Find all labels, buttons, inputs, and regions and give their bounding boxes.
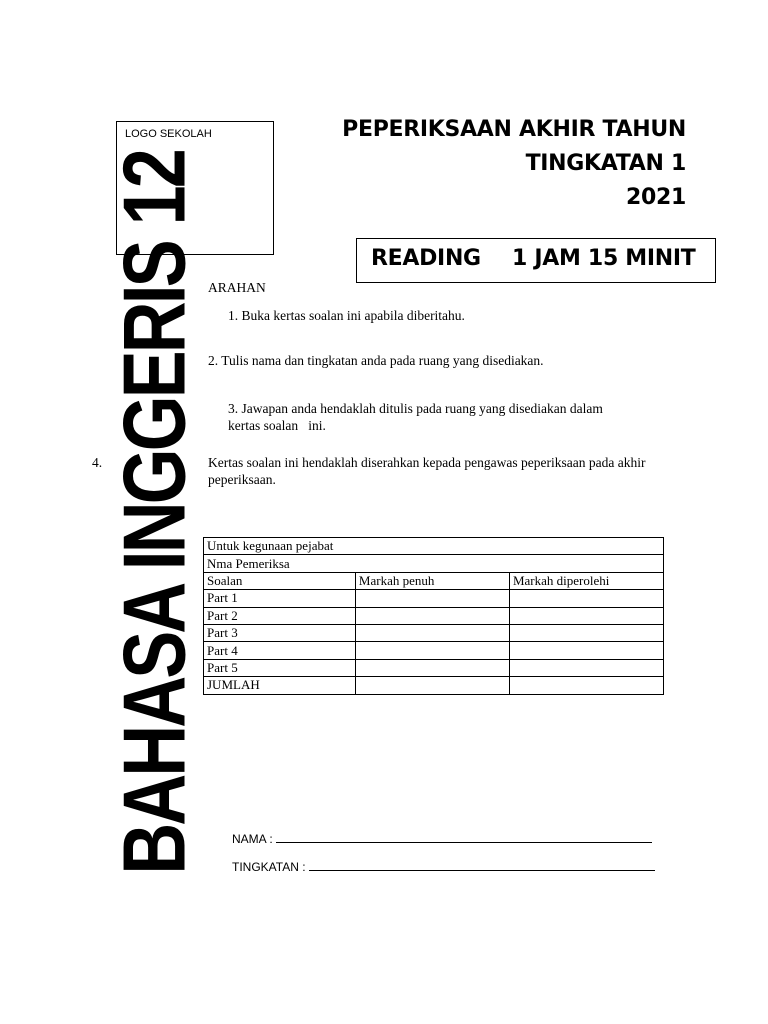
subject-vertical-banner bbox=[106, 151, 204, 875]
table-header: Markah diperolehi bbox=[509, 572, 663, 589]
instruction-4-number: 4. bbox=[92, 455, 103, 470]
full-mark-cell bbox=[355, 607, 509, 624]
row-label: Part 5 bbox=[204, 659, 356, 676]
paper-duration: 1 JAM 15 MINIT bbox=[512, 246, 696, 271]
instruction-2: 2. Tulis nama dan tingkatan anda pada ruang yang disediakan. bbox=[208, 353, 544, 368]
table-header: Markah penuh bbox=[355, 572, 509, 589]
obtained-mark-cell bbox=[509, 624, 663, 641]
row-label: JUMLAH bbox=[204, 677, 356, 694]
full-mark-cell bbox=[355, 642, 509, 659]
table-row bbox=[204, 677, 664, 694]
obtained-mark-cell bbox=[509, 642, 663, 659]
full-mark-cell bbox=[355, 624, 509, 641]
table-row bbox=[204, 642, 664, 659]
class-field bbox=[232, 858, 655, 874]
obtained-mark-cell bbox=[509, 659, 663, 676]
row-label: Part 2 bbox=[204, 607, 356, 624]
table-row bbox=[204, 659, 664, 676]
class-label: TINGKATAN : bbox=[232, 860, 306, 874]
name-blank-line[interactable] bbox=[276, 830, 652, 843]
obtained-mark-cell bbox=[509, 607, 663, 624]
row-label: Part 1 bbox=[204, 590, 356, 607]
obtained-mark-cell bbox=[509, 677, 663, 694]
name-label: NAMA : bbox=[232, 832, 273, 846]
table-header-row bbox=[204, 572, 664, 589]
instruction-3-line2: kertas soalan ini. bbox=[228, 418, 326, 433]
logo-label: LOGO SEKOLAH bbox=[125, 128, 212, 140]
table-row bbox=[204, 607, 664, 624]
table-header: Soalan bbox=[204, 572, 356, 589]
paper-subject: READING bbox=[371, 246, 481, 271]
instruction-4: Kertas soalan ini hendaklah diserahkan kepada pengawas peperiksaan pada akhir peperiksaan. bbox=[208, 455, 646, 487]
instruction-3-line1: 3. Jawapan anda hendaklah ditulis pada ruang yang disediakan dalam bbox=[228, 401, 603, 416]
instruction-3 bbox=[228, 400, 668, 434]
exam-form-level: TINGKATAN 1 bbox=[525, 151, 686, 176]
obtained-mark-cell bbox=[509, 590, 663, 607]
full-mark-cell bbox=[355, 590, 509, 607]
instruction-1: 1. Buka kertas soalan ini apabila diberitahu. bbox=[228, 308, 465, 323]
full-mark-cell bbox=[355, 677, 509, 694]
exam-year: 2021 bbox=[625, 185, 686, 210]
row-label: Part 3 bbox=[204, 624, 356, 641]
row-label: Part 4 bbox=[204, 642, 356, 659]
full-mark-cell bbox=[355, 659, 509, 676]
examiner-name-label: Nma Pemeriksa bbox=[204, 555, 664, 572]
table-row bbox=[204, 590, 664, 607]
office-table-title: Untuk kegunaan pejabat bbox=[204, 538, 664, 555]
name-field bbox=[232, 830, 652, 846]
instructions-heading: ARAHAN bbox=[208, 280, 266, 295]
table-row bbox=[204, 624, 664, 641]
class-blank-line[interactable] bbox=[309, 858, 655, 871]
paper-info-box bbox=[356, 238, 716, 283]
office-use-table bbox=[203, 537, 664, 695]
exam-title: PEPERIKSAAN AKHIR TAHUN bbox=[342, 117, 686, 142]
vertical-subject-title: BAHASA INGGERIS 12 bbox=[106, 151, 204, 875]
